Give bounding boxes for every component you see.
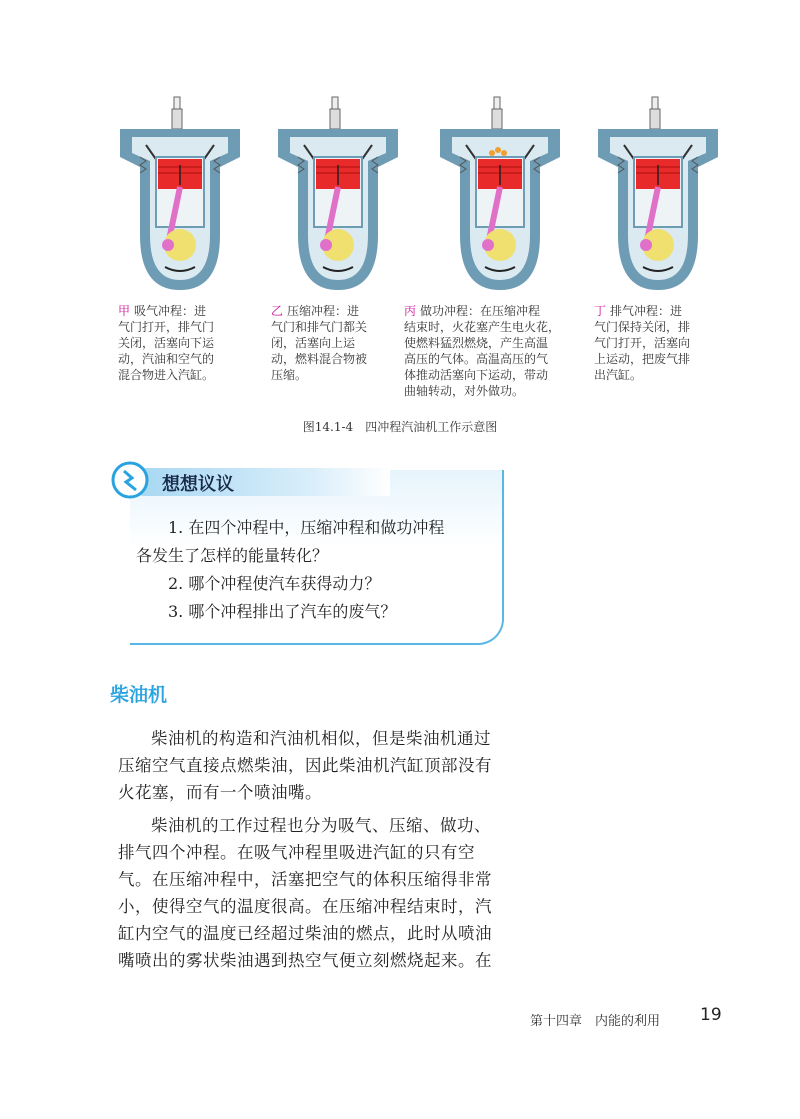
question-3: 3. 哪个冲程排出了汽车的废气？ [168,602,397,621]
paragraph-1: 柴油机的构造和汽油机相似，但是柴油机通过 压缩空气直接点燃柴油，因此柴油机汽缸顶部没有 火花塞，而有一个喷油嘴。 [118,729,492,802]
paragraph-2: 柴油机的工作过程也分为吸气、压缩、做功、 排气四个冲程。在吸气冲程里吸进汽缸的只有空 气。在压缩冲程中，活塞把空气的体积压缩得非常 小，使得空气的温度很高。在压缩冲程结束时，汽 缸内空气的温度已经超过柴油的燃点，此时从喷油 嘴喷出的雾状柴油遇到热空气便立刻燃烧起来。在 [118,816,492,970]
chapter-footer: 第十四章 内能的利用 [530,1014,661,1029]
question-2: 2. 哪个冲程使汽车获得动力？ [168,574,381,593]
caption-label: 丁 [594,304,607,318]
engine-power-diagram [430,95,570,295]
caption-exhaust: 丁 排气冲程：进 气门保持关闭，排 气门打开，活塞向 上运动，把废气排 出汽缸。 [594,304,691,382]
caption-compression: 乙 压缩冲程：进 气门和排气门都关 闭，活塞向上运 动，燃料混合物被 压缩。 [271,304,368,382]
caption-label: 乙 [271,304,284,318]
engine-exhaust-diagram [588,95,728,295]
figure-caption: 图14.1-4 四冲程汽油机工作示意图 [302,420,498,434]
caption-intake: 甲 吸气冲程：进 气门打开，排气门 关闭，活塞向下运 动，汽油和空气的 混合物进入汽缸。 [118,304,215,382]
engine-intake-diagram [110,95,250,295]
question-1-line-1: 1. 在四个冲程中，压缩冲程和做功冲程 [168,518,445,537]
think-discuss-box [110,460,505,645]
engine-diagrams [110,95,710,295]
caption-power: 丙 做功冲程：在压缩冲程 结束时，火花塞产生电火花， 使燃料猛烈燃烧，产生高温 高压的气体。高温高压的气 体推动活塞向下运动，带动 曲轴转动，对外做功。 [404,304,561,398]
discussion-bulb-icon [110,460,150,500]
caption-label: 丙 [404,304,417,318]
question-1-line-2: 各发生了怎样的能量转化？ [136,546,329,565]
caption-label: 甲 [118,304,131,318]
page-number: 19 [700,1005,722,1025]
section-title: 柴油机 [110,684,168,706]
think-box-title: 想想议议 [162,474,234,495]
engine-compression-diagram [268,95,408,295]
